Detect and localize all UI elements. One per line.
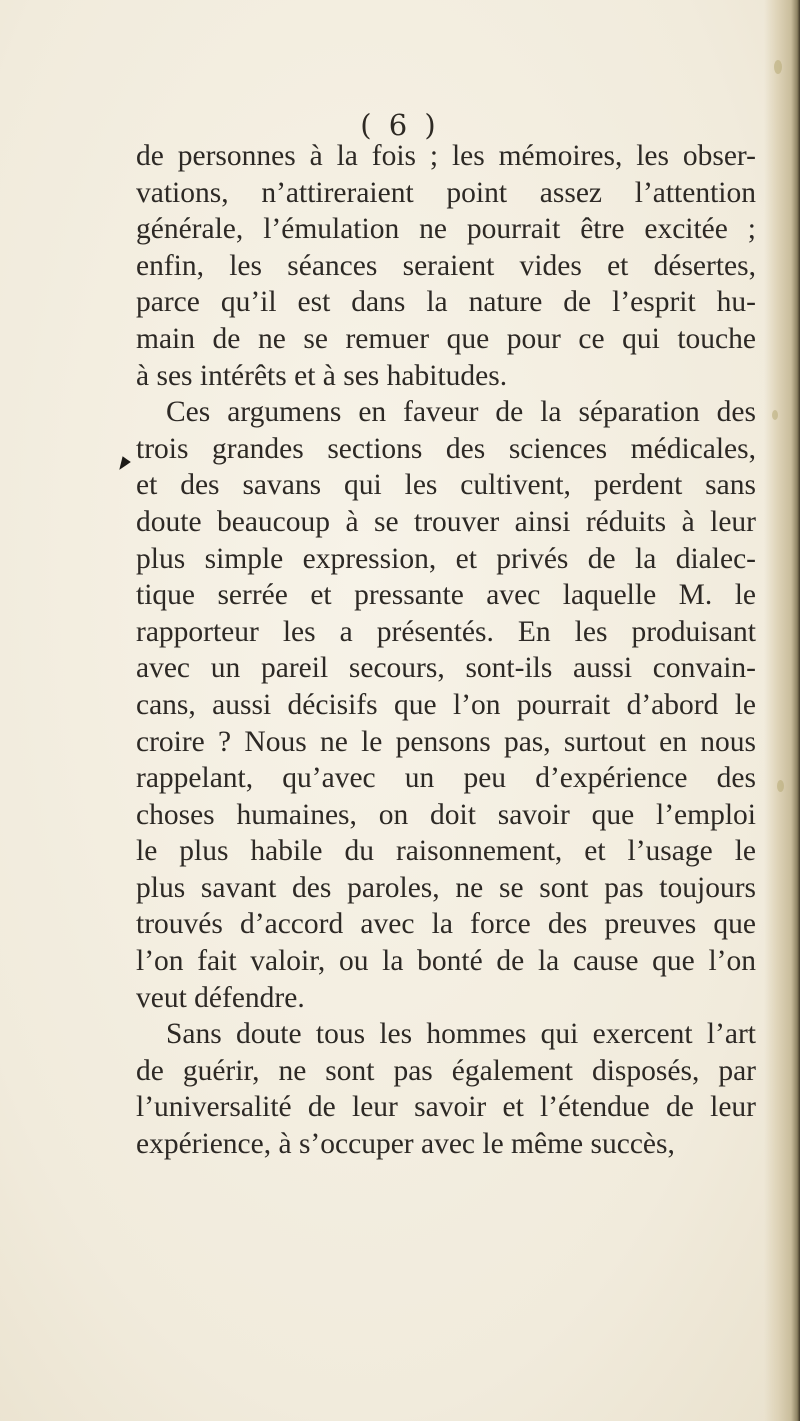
paper-stain [772, 410, 778, 420]
text-line: plus simple expression, et privés de la dialec- [136, 542, 756, 575]
text-line: enfin, les séances seraient vides et désertes, [136, 249, 756, 282]
text-line: vations, n’attireraient point assez l’attention [136, 176, 756, 209]
text-line: doute beaucoup à se trouver ainsi réduits à leur [136, 505, 756, 538]
text-line: choses humaines, on doit savoir que l’emploi [136, 798, 756, 831]
text-line: de personnes à la fois ; les mémoires, les obser- [136, 140, 756, 172]
body-text [136, 138, 756, 1163]
text-line: l’on fait valoir, ou la bonté de la cause que l’on [136, 945, 756, 978]
page-edge-shadow [764, 0, 800, 1421]
paper-stain [777, 780, 784, 792]
text-line: trois grandes sections des sciences médicales, [136, 432, 756, 465]
text-line: croire ? Nous ne le pensons pas, surtout en nous [136, 725, 756, 758]
text-line: trouvés d’accord avec la force des preuves que [136, 908, 756, 941]
ink-mark [115, 456, 131, 472]
text-line: rapporteur les a présentés. En les produisant [136, 615, 756, 648]
paper-stain [774, 60, 782, 74]
paragraph [136, 1016, 756, 1162]
paragraph [136, 394, 756, 1016]
text-line: le plus habile du raisonnement, et l’usage le [136, 835, 756, 868]
text-line: rappelant, qu’avec un peu d’expérience des [136, 762, 756, 795]
text-line: main de ne se remuer que pour ce qui touche [136, 322, 756, 355]
text-line: expérience, à s’occuper avec le même succès, [136, 1128, 675, 1161]
text-line: à ses intérêts et à ses habitudes. [136, 359, 508, 392]
text-line: avec un pareil secours, sont-ils aussi convain- [136, 652, 756, 685]
text-line: Ces argumens en faveur de la séparation des [166, 396, 756, 429]
text-line: l’universalité de leur savoir et l’étendue de leur [136, 1091, 756, 1124]
page-number: ( 6 ) [360, 108, 440, 142]
text-line: tique serrée et pressante avec laquelle M. le [136, 579, 756, 612]
text-line: cans, aussi décisifs que l’on pourrait d’abord le [136, 688, 756, 721]
text-line: de guérir, ne sont pas également disposés, par [136, 1054, 756, 1087]
text-line: générale, l’émulation ne pourrait être excitée ; [136, 213, 756, 246]
text-line: et des savans qui les cultivent, perdent sans [136, 469, 756, 502]
text-line: parce qu’il est dans la nature de l’esprit hu- [136, 286, 756, 319]
text-line: Sans doute tous les hommes qui exercent l’art [166, 1018, 756, 1051]
text-line: veut défendre. [136, 981, 305, 1014]
paragraph [136, 138, 756, 394]
text-line: plus savant des paroles, ne se sont pas toujours [136, 871, 756, 904]
